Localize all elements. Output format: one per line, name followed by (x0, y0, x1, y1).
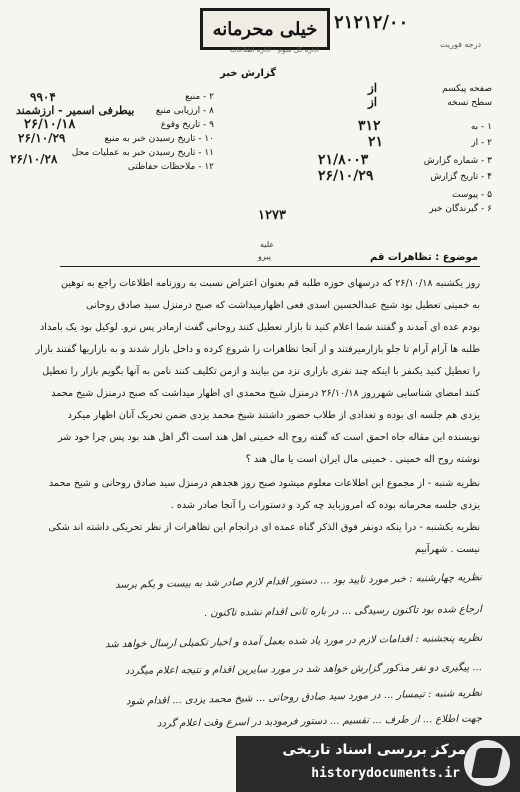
watermark-title: مرکز بررسی اسناد تاریخی (282, 742, 466, 758)
form-field-label: ۲ - از (471, 138, 492, 148)
body-text-line: یزدی جلسه محرمانه بوده که امروزباید چه کرد و دستورات را آنجا صادر شده . (170, 500, 480, 511)
form-field-label: ۳ - شماره گزارش (423, 156, 492, 166)
form-field-value: ۲۶/۱۰/۲۸ (10, 152, 58, 166)
handwritten-note-line: نظریه چهارشنبه : خبر مورد تایید بود ... دستور اقدام لازم صادر شد به بیست و یکم برسد (114, 572, 483, 591)
form-field-value: ۲۶/۱۰/۱۸ (24, 117, 76, 132)
form-field-label: ۶ - گیرندگان خبر (429, 204, 492, 214)
form-field-value: از (368, 81, 378, 95)
form-right-row (302, 190, 492, 200)
annotation-below: پیرو (258, 252, 271, 261)
form-field-value: ۲۶/۱۰/۲۹ (318, 168, 374, 184)
body-text-line: بودم عده ای آمدند و گفتند شما اعلام کنید تا بازار تعطیل کنند روحانی گفت ازمادر پس نرو. لوکیل بود یک بامداد (40, 322, 480, 333)
serial-number-handwritten: ۲۱۲۱۲/۰۰ (334, 12, 409, 33)
form-field-label: صفحه پیکسم (442, 84, 492, 94)
body-text-line: نوشته روح اله خمینی . خمینی مال ایران است یا مال هند ؟ (245, 454, 480, 465)
form-field-value: ۹۹۰۴ (30, 90, 56, 104)
form-right-row (302, 81, 492, 95)
form-field-value: بیطرفی اسمیر - ارزشمند (16, 104, 135, 117)
form-field-label: ۸ - ارزیابی منبع (155, 106, 214, 116)
archive-logo-icon (464, 740, 510, 786)
department-subtitle: اداره کل سوم - اداره اطلاعات (230, 46, 319, 54)
form-field-label: ۵ - پیوست (451, 190, 492, 200)
form-field-label: ۹ - تاریخ وقوع (160, 120, 214, 130)
form-right-row (302, 134, 492, 150)
body-text-line: را تعطیل کنید یکنفر با اینکه چند نفری بازاری نزد من بیایند و ازمن تکلیف کنند نامن به آنها بگویم بازار را تعطیل (42, 366, 480, 377)
body-text-line: نظریه شنبه - از مجموع این اطلاعات معلوم میشود صبح روز هجدهم درمنزل سید صادق روحانی و شیخ محمد (48, 478, 480, 489)
body-text-line: به خمینی تعطیل بود شیخ عبدالحسین اسدی فعی اظهارمیداشت که صبح درمنزل سید صادق روحانی (86, 300, 480, 311)
form-field-label: ۱ - به (470, 122, 492, 132)
form-field-value: از (368, 95, 378, 109)
form-field-value: ۳۱۲ (358, 118, 381, 134)
handwritten-note-line: نظریه پنجشنبه : اقدامات لازم در مورد یاد شده بعمل آمده و اخبار تکمیلی ارسال خواهد شد (104, 632, 483, 651)
form-middle-handwritten: ۱۲۷۳ (258, 208, 286, 223)
form-left-row (14, 162, 214, 172)
form-field-label: ۱۰ - تاریخ رسیدن خبر به منبع (104, 134, 214, 144)
body-text-line: یزدی هم جلسه ای بوده و تعدادی از طلاب حضور داشتند شیخ محمد یزدی ضمن تحریک آنان اظهار میکرد (67, 410, 480, 421)
form-left-row (14, 92, 214, 102)
form-right-row (302, 95, 492, 109)
form-field-value: ۲۶/۱۰/۲۹ (18, 131, 66, 145)
body-text-line: نویسنده این مقاله جاه احمق است که گفته روح اله خمینی اهل هند است اگر اهل هند بود پس چرا خود شر (57, 432, 480, 443)
watermark-url: historydocuments.ir (311, 766, 460, 781)
form-field-value: ۲۱/۸۰۰۳ (318, 152, 369, 168)
form-field-label: ۴ - تاریخ گزارش (430, 172, 492, 182)
form-left-row (14, 131, 214, 145)
form-right-row (302, 168, 492, 184)
form-left-row (14, 106, 214, 116)
urgency-label: درجه فوریت (440, 40, 482, 49)
form-right-row (302, 204, 492, 214)
handwritten-note-line: ... پیگیری دو نفر مذکور گزارش خواهد شد در مورد سایرین اقدام و نتیجه اعلام میگردد (124, 662, 483, 677)
body-text-line: طلبه ها آرام آرام تا جلو بازارمیرفتند و از آنجا تظاهرات را شروع کرده و داخل بازار شدند و به بازاریها گفتند بازار (35, 344, 480, 355)
form-left-row (10, 148, 214, 166)
body-text-line: نظریه یکشنبه - درا ینکه دونفر فوق الذکر گناه عمده ای درانجام این تظاهرات از نظر تحریکی داشته اند شکی (48, 522, 480, 533)
handwritten-note-line: نظریه شنبه : تیمسار ... در مورد سید صادق روحانی ... شیخ محمد یزدی ... اقدام شود (125, 687, 483, 708)
subject-line: موضوع : تظاهرات قم (370, 252, 478, 263)
handwritten-note-line: ارجاع شده بود تاکنون رسیدگی ... در باره ثانی اقدام نشده تاکنون . (204, 604, 483, 619)
form-field-label: ۱۲ - ملاحظات حفاظتی (127, 162, 214, 172)
annotation-above: علیه (260, 240, 275, 249)
form-field-label: ۱۱ - تاریخ رسیدن خبر به عملیات محل (71, 148, 214, 158)
form-right-row (302, 118, 492, 134)
body-text-line: روز یکشنبه ۲۶/۱۰/۱۸ که درسهای حوزه طلبه قم بعنوان اعتراض نسبت به روزنامه اطلاعات راجع به توهین (60, 278, 480, 289)
form-field-label: ۲ - منبع (185, 92, 214, 102)
divider (60, 266, 480, 267)
body-text-line: کنند امضای شناسایی شهرروز ۲۶/۱۰/۱۸ درمنزل شیخ محمدی ای اظهار میداشت که صبح درمنزل شیخ محمد (51, 388, 480, 399)
body-text-line: نیست . شهرآبیم (414, 544, 480, 555)
form-left-row (14, 117, 214, 132)
secret-stamp: خیلی محرمانه (200, 8, 330, 50)
archive-watermark (236, 736, 520, 792)
report-title: گزارش خبر (220, 68, 277, 79)
form-field-label: سطح نسخه (447, 98, 492, 108)
form-field-value: ۲۱ (368, 134, 384, 150)
handwritten-note-line: جهت اطلاع ... از طرف ... تقسیم ... دستور فرمودید در اسرع وقت اعلام گردد (157, 713, 483, 730)
form-right-row (302, 152, 492, 168)
